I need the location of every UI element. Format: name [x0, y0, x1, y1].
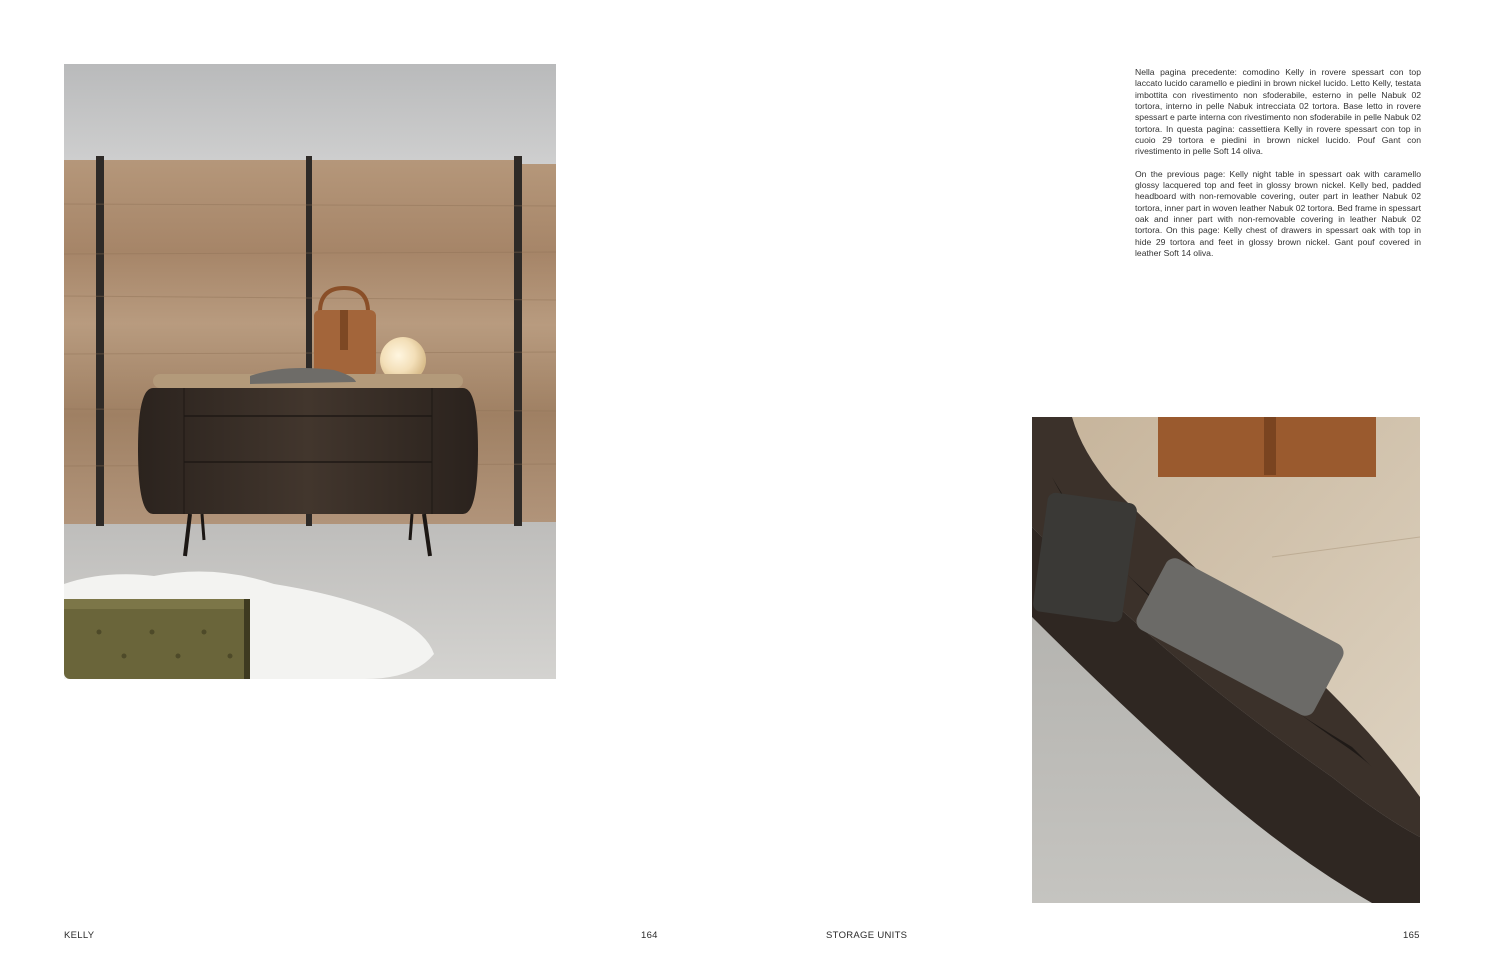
page-number-right: 165 [1403, 930, 1420, 941]
product-photo-chest-of-drawers [64, 64, 556, 679]
caption-italian: Nella pagina precedente: comodino Kelly in rovere spessart con top laccato lucido caramello e piedini in brown nickel lucido. Letto Kelly, testata imbottita con rivestimento non sfoderabile, esterno in pelle Nabuk 02 tortora, interno in pelle Nabuk intrecciata 02 tortora. Base letto in rovere spessart e parte interna con rivestimento non sfoderabile in pelle Nabuk 02 tortora. In questa pagina: cassettiera Kelly in rovere spessart con top in cuoio 29 tortora e piedini in brown nickel lucido. Pouf Gant con rivestimento in pelle Soft 14 oliva. [1135, 67, 1421, 157]
detail-photo-open-drawer [1032, 417, 1420, 903]
product-caption [1135, 67, 1421, 271]
footer-collection-name: KELLY [64, 930, 95, 941]
footer-section-name: STORAGE UNITS [826, 930, 908, 941]
caption-english: On the previous page: Kelly night table in spessart oak with caramello glossy lacquered top and feet in glossy brown nickel. Kelly bed, padded headboard with non-removable covering, outer part in leather Nabuk 02 tortora, inner part in woven leather Nabuk 02 tortora. Bed frame in spessart oak and inner part with non-removable covering in leather Nabuk 02 tortora. On this page: Kelly chest of drawers in spessart oak with top in hide 29 tortora and feet in glossy brown nickel. Gant pouf covered in leather Soft 14 oliva. [1135, 168, 1421, 259]
folded-scarf-dark [1032, 492, 1138, 623]
olive-pouf [64, 599, 250, 679]
page-number-left: 164 [641, 930, 658, 941]
